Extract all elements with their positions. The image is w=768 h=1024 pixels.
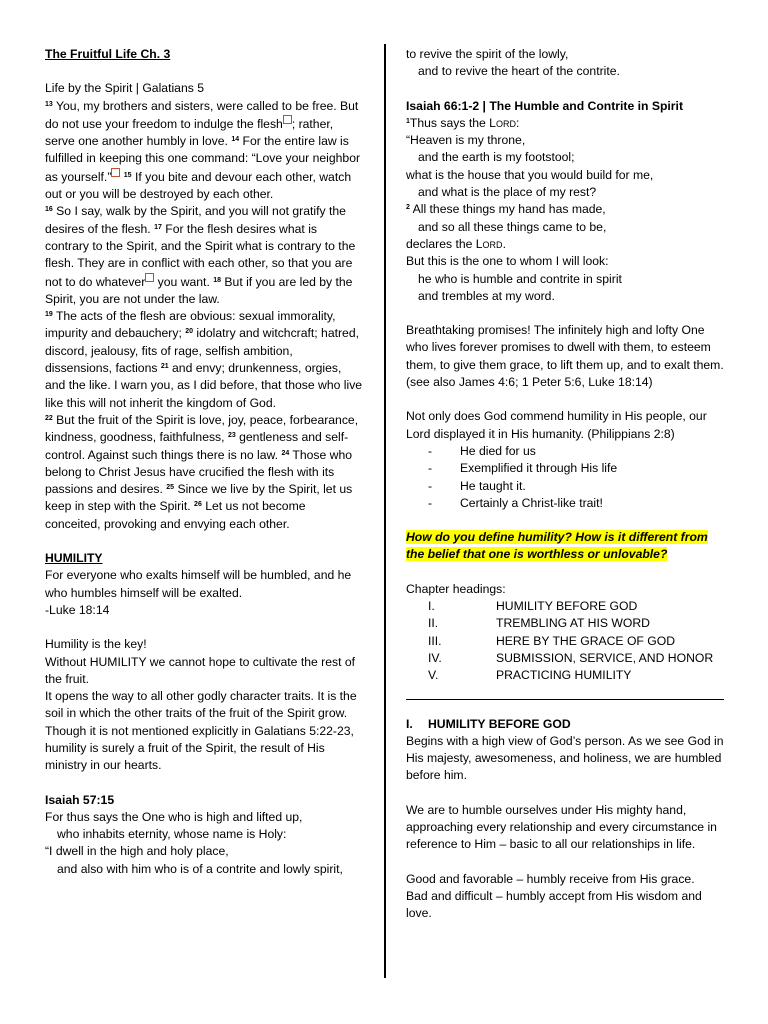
galatians-heading: Life by the Spirit | Galatians 5 — [45, 81, 204, 96]
column-divider — [384, 44, 386, 978]
isaiah-66-line: But this is the one to whom I will look: — [406, 254, 609, 269]
isaiah-57-line: and also with him who is of a contrite and lowly spirit, — [57, 861, 343, 876]
footnote-icon[interactable] — [145, 273, 154, 282]
isaiah-66-line: he who is humble and contrite in spirit — [418, 271, 622, 286]
isaiah-66-line: $^2$ All these things my hand has made, — [406, 202, 606, 217]
key-line: Though it is not mentioned explicitly in Galatians 5:22-23, humility is surely a fruit of the Spirit, the result of His ministry in our hearts. — [45, 723, 354, 773]
promise-paragraph: Breathtaking promises! The infinitely high and lofty One who lives forever promises to dwell with them, to esteem them, to give them grace, to lift them up, and to exalt them. (see also James 4:6; 1 Peter 5:6, Luke 18:14) — [406, 323, 724, 390]
list-item: IV. SUBMISSION, SERVICE, AND HONOR — [428, 650, 714, 665]
horizontal-rule — [406, 699, 724, 700]
isaiah-57-line: “I dwell in the high and holy place, — [45, 844, 229, 859]
isaiah-66-line: and so all these things came to be, — [418, 219, 607, 234]
right-column — [406, 46, 724, 922]
key-line: Without HUMILITY we cannot hope to cultivate the rest of the fruit. — [45, 654, 356, 686]
list-item: I. HUMILITY BEFORE GOD — [428, 599, 638, 614]
list-item: - Certainly a Christ-like trait! — [428, 495, 603, 510]
highlighted-question: How do you define humility? How is it different from the belief that one is worthless or unlovable? — [406, 530, 708, 562]
key-line: Humility is the key! — [45, 637, 147, 652]
section-heading: I. HUMILITY BEFORE GOD — [406, 716, 571, 731]
list-item: - He died for us — [428, 443, 536, 458]
section-paragraph: Bad and difficult – humbly accept from His wisdom and love. — [406, 888, 702, 921]
document-title: The Fruitful Life Ch. 3 — [45, 47, 171, 61]
humility-heading: HUMILITY — [45, 551, 103, 566]
dash-list — [406, 443, 724, 512]
list-item: - He taught it. — [428, 478, 526, 493]
isaiah-57-cont: to revive the spirit of the lowly, — [406, 47, 569, 61]
isaiah-66-line: and the earth is my footstool; — [418, 150, 575, 165]
footnote-icon[interactable] — [283, 115, 292, 124]
isaiah-57-line: who inhabits eternity, whose name is Holy: — [57, 827, 287, 842]
isaiah-57-heading: Isaiah 57:15 — [45, 792, 115, 807]
isaiah-66-heading: Isaiah 66:1-2 | The Humble and Contrite in Spirit — [406, 98, 683, 113]
galatians-passage: $^{13}$ You, my brothers and sisters, were called to be free. But do not use your freedom to indulge the flesh ; rather, serve one another humbly in love. $^{14}$ For the entire law is fulfilled in keeping this one command: “Love your neighbor as yourself.” $^{15}$ If you bite and devour each other, watch out or you will be destroyed by each other. $^{16}$ So I say, walk by the Spirit, and you will not gratify the desires of the flesh. $^{17}$ For the flesh desires what is contrary to the Spirit, and the Spirit what is contrary to the flesh. They are in conflict with each other, so that you are not to do whatever you want. $^{18}$ But if you are led by the Spirit, you are not under the law. $^{19}$ The acts of the flesh are obvious: sexual immorality, impurity and debauchery; $^{20}$ idolatry and witchcraft; hatred, discord, jealousy, fits of rage, selfish ambition, dissensions, factions $^{21}$ and envy; drunkenness, orgies, and the like. I warn you, as I did before, that those who live like this will not inherit the kingdom of God. $^{22}$ But the fruit of the Spirit is love, joy, peace, forbearance, kindness, goodness, faithfulness, $^{23}$ gentleness and self-control. Against such things there is no law. $^{24}$ Those who belong to Christ Jesus have crucified the flesh with its passions and desires. $^{25}$ Since we live by the Spirit, let us keep in step with the Spirit. $^{26}$ Let us not become conceited, provoking and envying each other. — [45, 98, 363, 531]
section-paragraph: Begins with a high view of God’s person. As we see God in His majesty, awesomeness, and holiness, we are humbled before him. — [406, 733, 724, 783]
isaiah-66-line: and trembles at my word. — [418, 288, 555, 303]
section-paragraph: We are to humble ourselves under His mighty hand, approaching every relationship and every circumstance in reference to Him – basic to all our relationships in life. — [406, 802, 717, 852]
commend-paragraph: Not only does God commend humility in His people, our Lord displayed it in His humanity. (Philippians 2:8) — [406, 409, 707, 441]
list-item: V. PRACTICING HUMILITY — [428, 668, 632, 683]
isaiah-66-line: $^1$Thus says the Lord: — [406, 115, 520, 130]
luke-quote: For everyone who exalts himself will be humbled, and he who humbles himself will be exalted. — [45, 568, 352, 600]
section-paragraph: Good and favorable – humbly receive from His grace. — [406, 871, 695, 886]
chapter-list — [406, 598, 724, 684]
isaiah-66-line: “Heaven is my throne, — [406, 133, 526, 148]
list-item: II. TREMBLING AT HIS WORD — [428, 616, 650, 631]
luke-reference: -Luke 18:14 — [45, 602, 110, 617]
isaiah-57-cont: and to revive the heart of the contrite. — [418, 64, 620, 79]
list-item: III. HERE BY THE GRACE OF GOD — [428, 633, 676, 648]
footnote-icon[interactable] — [111, 168, 120, 177]
chapter-headings-label: Chapter headings: — [406, 581, 506, 596]
list-item: - Exemplified it through His life — [428, 461, 618, 476]
isaiah-57-line: For thus says the One who is high and lifted up, — [45, 809, 303, 824]
isaiah-66-line: what is the house that you would build for me, — [406, 167, 654, 182]
key-line: It opens the way to all other godly character traits. It is the soil in which the other traits of the fruit of the Spirit grow. — [45, 689, 357, 721]
isaiah-66-line: and what is the place of my rest? — [418, 185, 597, 200]
isaiah-66-line: declares the Lord. — [406, 236, 506, 251]
left-column — [45, 46, 363, 878]
